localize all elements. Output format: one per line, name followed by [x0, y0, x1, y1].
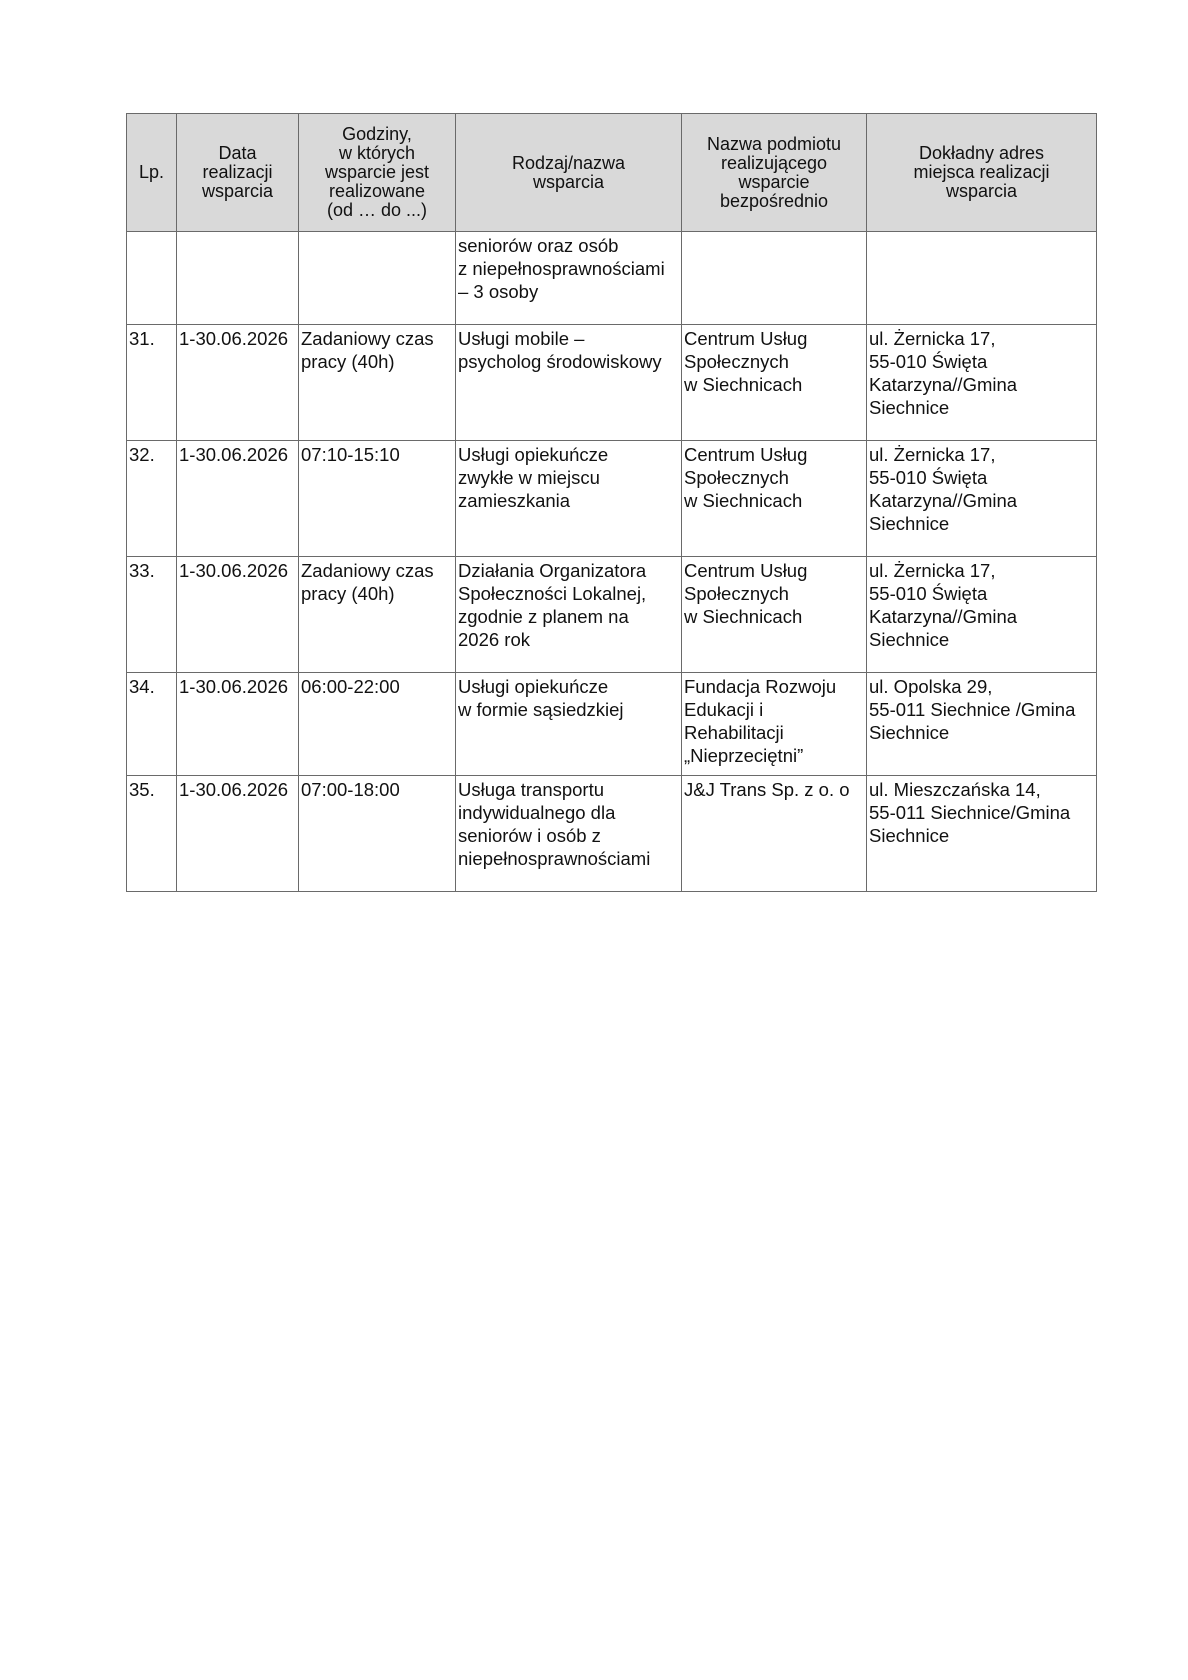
table-row [127, 557, 1097, 673]
table-row [127, 673, 1097, 776]
table-row [127, 325, 1097, 441]
table-row [127, 776, 1097, 892]
cell-hours: Zadaniowy czas pracy (40h) [299, 557, 456, 673]
cell-hours: 06:00-22:00 [299, 673, 456, 776]
cell-date: 1-30.06.2026 [177, 557, 299, 673]
table-row [127, 441, 1097, 557]
cell-date: 1-30.06.2026 [177, 673, 299, 776]
cell-address: ul. Żernicka 17, 55-010 Święta Katarzyna//Gmina Siechnice [867, 557, 1097, 673]
cell-address: ul. Opolska 29, 55-011 Siechnice /Gmina Siechnice [867, 673, 1097, 776]
cell-support-type: Działania Organizatora Społeczności Lokalnej, zgodnie z planem na 2026 rok [456, 557, 682, 673]
cell-lp [127, 232, 177, 325]
cell-date [177, 232, 299, 325]
cell-hours: Zadaniowy czas pracy (40h) [299, 325, 456, 441]
header-date: Data realizacji wsparcia [177, 114, 299, 232]
cell-provider: Centrum Usług Społecznych w Siechnicach [682, 557, 867, 673]
cell-support-type: Usługi opiekuńcze zwykłe w miejscu zamieszkania [456, 441, 682, 557]
cell-lp: 32. [127, 441, 177, 557]
table-row-continuation [127, 232, 1097, 325]
cell-date: 1-30.06.2026 [177, 325, 299, 441]
cell-support-type: seniorów oraz osób z niepełnosprawnościami – 3 osoby [456, 232, 682, 325]
header-lp: Lp. [127, 114, 177, 232]
cell-provider: Centrum Usług Społecznych w Siechnicach [682, 325, 867, 441]
cell-date: 1-30.06.2026 [177, 776, 299, 892]
cell-support-type: Usługa transportu indywidualnego dla seniorów i osób z niepełnosprawnościami [456, 776, 682, 892]
cell-hours: 07:00-18:00 [299, 776, 456, 892]
header-address: Dokładny adres miejsca realizacji wsparcia [867, 114, 1097, 232]
cell-provider [682, 232, 867, 325]
cell-provider: Fundacja Rozwoju Edukacji i Rehabilitacji „Nieprzeciętni” [682, 673, 867, 776]
cell-address: ul. Żernicka 17, 55-010 Święta Katarzyna//Gmina Siechnice [867, 441, 1097, 557]
header-provider: Nazwa podmiotu realizującego wsparcie bezpośrednio [682, 114, 867, 232]
cell-lp: 33. [127, 557, 177, 673]
cell-lp: 34. [127, 673, 177, 776]
cell-support-type: Usługi mobile – psycholog środowiskowy [456, 325, 682, 441]
header-support-type: Rodzaj/nazwa wsparcia [456, 114, 682, 232]
support-schedule-table [126, 113, 1097, 892]
cell-support-type: Usługi opiekuńcze w formie sąsiedzkiej [456, 673, 682, 776]
cell-address: ul. Mieszczańska 14, 55-011 Siechnice/Gmina Siechnice [867, 776, 1097, 892]
cell-lp: 35. [127, 776, 177, 892]
cell-hours: 07:10-15:10 [299, 441, 456, 557]
cell-date: 1-30.06.2026 [177, 441, 299, 557]
cell-provider: Centrum Usług Społecznych w Siechnicach [682, 441, 867, 557]
cell-lp: 31. [127, 325, 177, 441]
cell-hours [299, 232, 456, 325]
header-hours: Godziny, w których wsparcie jest realizowane (od … do ...) [299, 114, 456, 232]
cell-address: ul. Żernicka 17, 55-010 Święta Katarzyna//Gmina Siechnice [867, 325, 1097, 441]
cell-address [867, 232, 1097, 325]
table-header-row [127, 114, 1097, 232]
cell-provider: J&J Trans Sp. z o. o [682, 776, 867, 892]
